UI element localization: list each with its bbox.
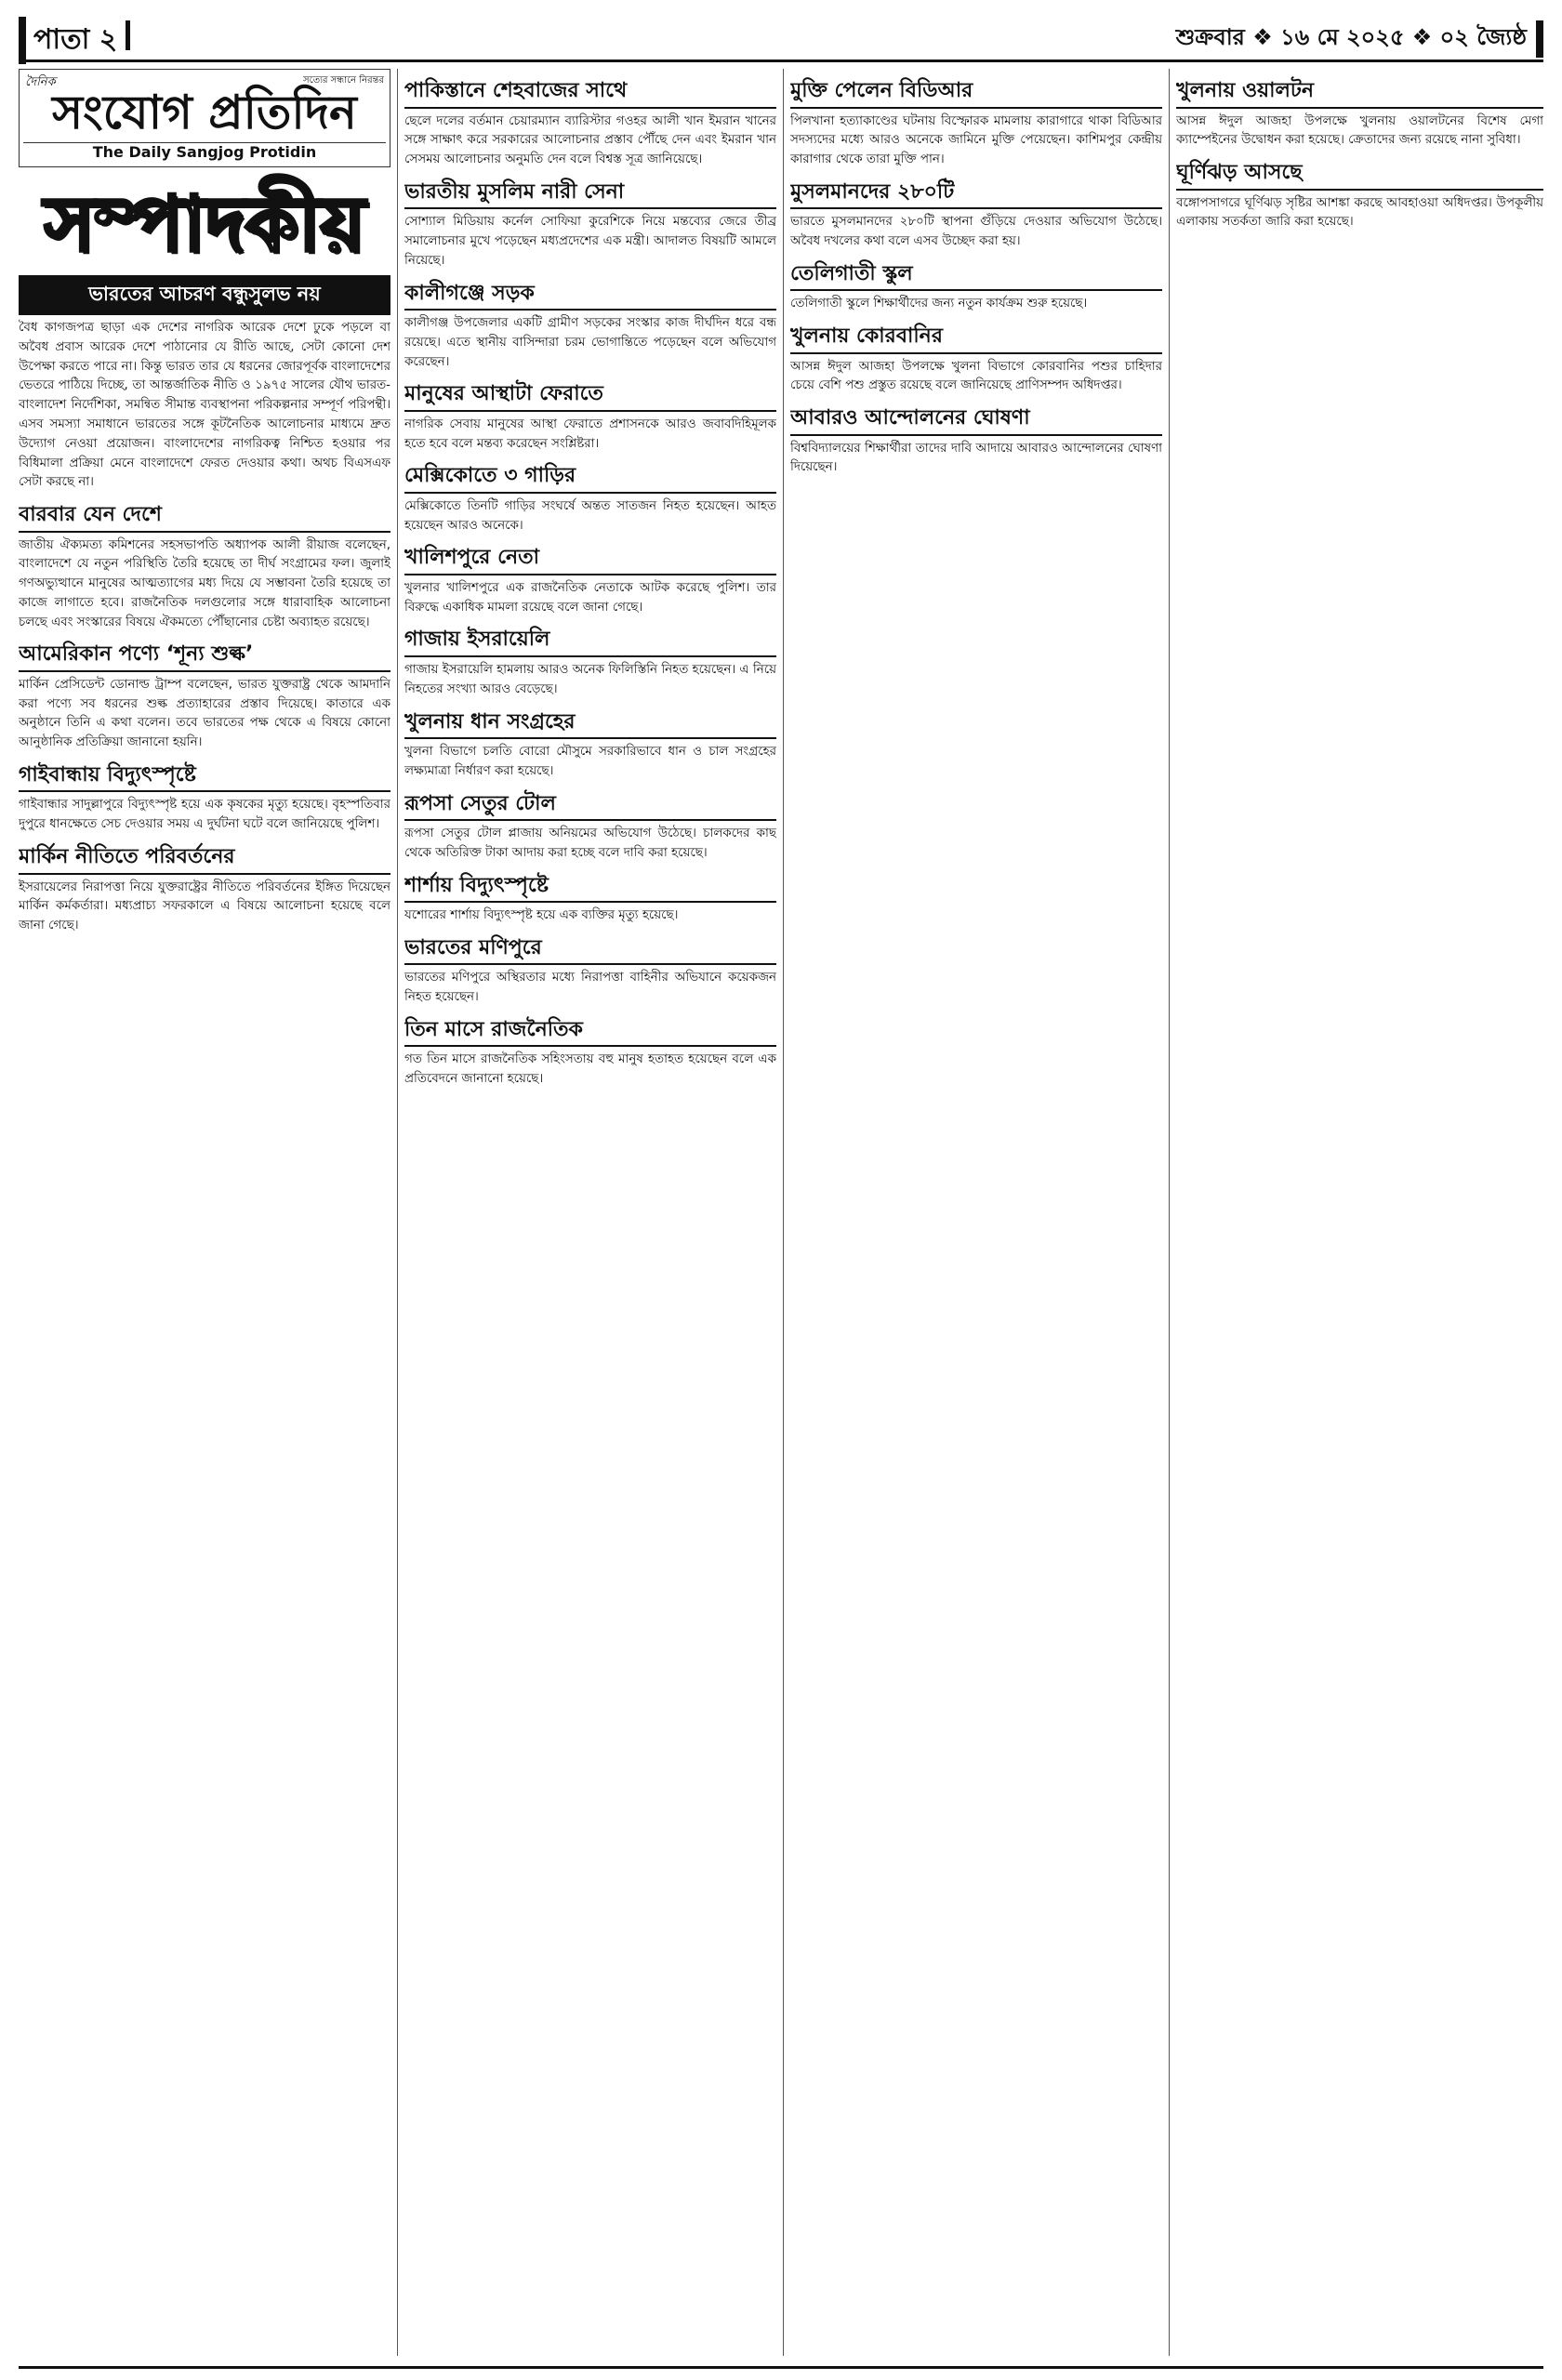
article-headline: আমেরিকান পণ্যে ‘শূন্য শুল্ক’ bbox=[19, 640, 390, 672]
article-headline: ঘূর্ণিঝড় আসছে bbox=[1176, 158, 1543, 191]
masthead-tagline: সত্যের সন্ধানে নিরন্তর bbox=[302, 75, 384, 86]
article-body: মেক্সিকোতে তিনটি গাড়ির সংঘর্ষে অন্তত সাতজন নিহত হয়েছেন। আহত হয়েছেন আরও অনেকে। bbox=[404, 498, 776, 533]
column-3 bbox=[790, 69, 1162, 2356]
article-body: যশোরের শার্শায় বিদ্যুৎস্পৃষ্ট হয়ে এক ব্যক্তির মৃত্যু হয়েছে। bbox=[404, 908, 679, 923]
top-bar bbox=[19, 11, 1543, 62]
article-body: নাগরিক সেবায় মানুষের আস্থা ফেরাতে প্রশাসনকে আরও জবাবদিহিমূলক হতে হবে বলে মন্তব্য করেছেন সংশ্লিষ্টরা। bbox=[404, 416, 776, 451]
editorial-headline: ভারতের আচরণ বন্ধুসুলভ নয় bbox=[19, 275, 390, 315]
article-body: পিলখানা হত্যাকাণ্ডের ঘটনায় বিস্ফোরক মামলায় কারাগারে থাকা বিডিআর সদস্যদের মধ্যে আরও অনেকে জামিনে মুক্তি পেয়েছেন। কাশিমপুর কেন্দ্রীয় কারাগার থেকে তারা মুক্তি পান। bbox=[790, 113, 1162, 167]
article-body: তেলিগাতী স্কুলে শিক্ষার্থীদের জন্য নতুন কার্যক্রম শুরু হয়েছে। bbox=[790, 297, 1088, 311]
article-headline: মুসলমানদের ২৮০টি bbox=[790, 178, 1162, 210]
article-headline: তেলিগাতী স্কুল bbox=[790, 259, 1162, 292]
article-headline: রূপসা সেতুর টোল bbox=[404, 789, 776, 822]
article-headline: কালীগঞ্জে সড়ক bbox=[404, 279, 776, 311]
article-body: রূপসা সেতুর টোল প্লাজায় অনিয়মের অভিযোগ উঠেছে। চালকদের কাছ থেকে অতিরিক্ত টাকা আদায় করা হচ্ছে বলে দাবি করা হয়েছে। bbox=[404, 826, 776, 860]
bottom-rule bbox=[19, 2366, 1543, 2369]
article-headline: গাজায় ইসরায়েলি bbox=[404, 625, 776, 657]
article-body: বিশ্ববিদ্যালয়ের শিক্ষার্থীরা তাদের দাবি আদায়ে আবারও আন্দোলনের ঘোষণা দিয়েছেন। bbox=[790, 441, 1162, 475]
date-line: শুক্রবার ❖ ১৬ মে ২০২৫ ❖ ০২ জ্যৈষ্ঠ bbox=[1176, 20, 1543, 58]
article-body: সোশ্যাল মিডিয়ায় কর্নেল সোফিয়া কুরেশিকে নিয়ে মন্তব্যের জেরে তীব্র সমালোচনার মুখে পড়েছেন মধ্যপ্রদেশের এক মন্ত্রী। আদালত বিষয়টি আমলে নিয়েছে। bbox=[404, 215, 776, 268]
article-headline: মানুষের আস্থাটা ফেরাতে bbox=[404, 379, 776, 412]
masthead-daily: দৈনিক bbox=[25, 75, 56, 89]
article-body: ইসরায়েলের নিরাপত্তা নিয়ে যুক্তরাষ্ট্রের নীতিতে পরিবর্তনের ইঙ্গিত দিয়েছেন মার্কিন কর্মকর্তারা। মধ্যপ্রাচ্য সফরকালে এ বিষয়ে আলোচনা হয়েছে বলে জানা গেছে। bbox=[19, 879, 390, 933]
article-headline: খুলনায় ধান সংগ্রহের bbox=[404, 707, 776, 740]
column-4 bbox=[1176, 69, 1543, 2356]
column-1-articles bbox=[19, 500, 390, 936]
article-headline: পাকিস্তানে শেহবাজের সাথে bbox=[404, 76, 776, 109]
column-2 bbox=[404, 69, 776, 2356]
column-divider bbox=[1169, 69, 1170, 2356]
article-headline: খুলনায় কোরবানির bbox=[790, 322, 1162, 354]
article-body: কালীগঞ্জ উপজেলার একটি গ্রামীণ সড়কের সংস্কার কাজ দীর্ঘদিন ধরে বন্ধ রয়েছে। এতে স্থানীয় বাসিন্দারা চরম ভোগান্তিতে পড়েছেন বলে অভিযোগ করেছেন। bbox=[404, 316, 776, 369]
article-headline: গাইবান্ধায় বিদ্যুৎস্পৃষ্টে bbox=[19, 760, 390, 793]
article-body: আসন্ন ঈদুল আজহা উপলক্ষে খুলনায় ওয়ালটনের বিশেষ মেগা ক্যাম্পেইনের উদ্বোধন করা হয়েছে। ক্রেতাদের জন্য রয়েছে নানা সুবিধা। bbox=[1176, 113, 1543, 148]
article-headline: মার্কিন নীতিতে পরিবর্তনের bbox=[19, 842, 390, 875]
article-body: ভারতের মণিপুরে অস্থিরতার মধ্যে নিরাপত্তা বাহিনীর অভিযানে কয়েকজন নিহত হয়েছেন। bbox=[404, 971, 776, 1005]
article-body: গাজায় ইসরায়েলি হামলায় আরও অনেক ফিলিস্তিনি নিহত হয়েছেন। এ নিয়ে নিহতের সংখ্যা আরও বেড়েছে। bbox=[404, 662, 776, 696]
article-headline: খুলনায় ওয়ালটন bbox=[1176, 76, 1543, 109]
editorial-body: বৈধ কাগজপত্র ছাড়া এক দেশের নাগরিক আরেক দেশে ঢুকে পড়লে বা অবৈধ প্রবাস আরেক দেশে পাঠানোর যে রীতি আছে, সেটা কোনো দেশ উপেক্ষা করতে পারে না। কিন্তু ভারত তার যে ধরনের জোরপূর্বক বাংলাদেশের ভেতরে পাঠিয়ে দিচ্ছে, তা আন্তর্জাতিক নীতি ও ১৯৭৫ সালের যৌথ ভারত-বাংলাদেশ নির্দেশিকা, সমন্বিত সীমান্ত ব্যবস্থাপনা পরিকল্পনার সম্পূর্ণ পরিপন্থী। এসব সমস্যা সমাধানে ভারতের সঙ্গে কূটনৈতিক আলোচনার মাধ্যমে দ্রুত উদ্যোগ নেওয়া প্রয়োজন। বাংলাদেশের নাগরিকত্ব নিশ্চিত হওয়ার পর বিধিমালা প্রক্রিয়া মেনে বাংলাদেশে ফেরত দেওয়ার কথা। অথচ বিএসএফ সেটা করছে না। bbox=[19, 321, 390, 490]
article-headline: তিন মাসে রাজনৈতিক bbox=[404, 1015, 776, 1048]
masthead-title-en: The Daily Sangjog Protidin bbox=[23, 142, 386, 161]
column-1 bbox=[19, 69, 390, 2356]
column-divider bbox=[783, 69, 784, 2356]
article-headline: শার্শায় বিদ্যুৎস্পৃষ্টে bbox=[404, 871, 776, 904]
article-headline: বারবার যেন দেশে bbox=[19, 500, 390, 533]
column-3-articles bbox=[790, 76, 1162, 478]
article-headline: মেক্সিকোতে ৩ গাড়ির bbox=[404, 461, 776, 494]
newspaper-page bbox=[19, 11, 1543, 2369]
article-body: আসন্ন ঈদুল আজহা উপলক্ষে খুলনা বিভাগে কোরবানির পশুর চাহিদার চেয়ে বেশি পশু প্রস্তুত রয়েছে বলে জানিয়েছে প্রাণিসম্পদ অধিদপ্তর। bbox=[790, 359, 1162, 393]
editorial-section-title: সম্পাদকীয় bbox=[44, 179, 365, 269]
column-4-articles bbox=[1176, 76, 1543, 232]
article-headline: ভারতীয় মুসলিম নারী সেনা bbox=[404, 178, 776, 210]
article-headline: মুক্তি পেলেন বিডিআর bbox=[790, 76, 1162, 109]
article-body: গত তিন মাসে রাজনৈতিক সহিংসতায় বহু মানুষ হতাহত হয়েছেন বলে এক প্রতিবেদনে জানানো হয়েছে। bbox=[404, 1052, 776, 1087]
article-body: গাইবান্ধার সাদুল্লাপুরে বিদ্যুৎস্পৃষ্ট হয়ে এক কৃষকের মৃত্যু হয়েছে। বৃহস্পতিবার দুপুরে ধানক্ষেতে সেচ দেওয়ার সময় এ দুর্ঘটনা ঘটে বলে জানিয়েছে পুলিশ। bbox=[19, 798, 390, 832]
masthead-title: সংযোগ প্রতিদিন bbox=[52, 85, 357, 139]
article-body: খুলনা বিভাগে চলতি বোরো মৌসুমে সরকারিভাবে ধান ও চাল সংগ্রহের লক্ষ্যমাত্রা নির্ধারণ করা হয়েছে। bbox=[404, 745, 776, 778]
article-body: ভারতে মুসলমানদের ২৮০টি স্থাপনা গুঁড়িয়ে দেওয়ার অভিযোগ উঠেছে। অবৈধ দখলের কথা বলে এসব উচ্ছেদ করা হয়। bbox=[790, 215, 1162, 249]
masthead bbox=[19, 69, 390, 167]
article-headline: ভারতের মণিপুরে bbox=[404, 933, 776, 966]
article-body: মার্কিন প্রেসিডেন্ট ডোনাল্ড ট্রাম্প বলেছেন, ভারত যুক্তরাষ্ট্র থেকে আমদানি করা পণ্যে সব ধরনের শুল্ক প্রত্যাহারের প্রস্তাব দিয়েছে। কাতারে এক অনুষ্ঠানে তিনি এ কথা বলেন। তবে ভারতের পক্ষ থেকে এ বিষয়ে কোনো আনুষ্ঠানিক প্রতিক্রিয়া জানানো হয়নি। bbox=[19, 677, 390, 750]
column-2-articles bbox=[404, 76, 776, 1090]
article-body: বঙ্গোপসাগরে ঘূর্ণিঝড় সৃষ্টির আশঙ্কা করছে আবহাওয়া অধিদপ্তর। উপকূলীয় এলাকায় সতর্কতা জারি করা হয়েছে। bbox=[1176, 195, 1543, 230]
article-body: ছেলে দলের বর্তমান চেয়ারম্যান ব্যারিস্টার গওহর আলী খান ইমরান খানের সঙ্গে সাক্ষাৎ করে সরকারের আলোচনার প্রস্তাব পৌঁছে দেন এবং ইমরান খান সেসময় আলোচনার অনুমতি দেন বলে বিশ্বস্ত সূত্র জানিয়েছে। bbox=[404, 113, 776, 167]
column-divider bbox=[397, 69, 398, 2356]
article-body: খুলনার খালিশপুরে এক রাজনৈতিক নেতাকে আটক করেছে পুলিশ। তার বিরুদ্ধে একাধিক মামলা রয়েছে বলে জানা গেছে। bbox=[404, 580, 776, 615]
article-body: জাতীয় ঐক্যমত্য কমিশনের সহসভাপতি অধ্যাপক আলী রীয়াজ বলেছেন, বাংলাদেশে যে নতুন পরিস্থিতি তৈরি হয়েছে তা দীর্ঘ সংগ্রামের ফল। জুলাই গণঅভ্যুত্থানে মানুষের আত্মত্যাগের মধ্য দিয়ে যে সম্ভাবনা তৈরি হয়েছে তা কাজে লাগাতে হবে। রাজনৈতিক দলগুলোর সঙ্গে ধারাবাহিক আলোচনা চলছে এবং সংস্কারের বিষয়ে ঐকমত্যে পৌঁছানোর চেষ্টা অব্যাহত রয়েছে। bbox=[19, 537, 390, 629]
article-headline: আবারও আন্দোলনের ঘোষণা bbox=[790, 403, 1162, 436]
page-number: পাতা ২ bbox=[19, 17, 117, 64]
article-headline: খালিশপুরে নেতা bbox=[404, 543, 776, 575]
